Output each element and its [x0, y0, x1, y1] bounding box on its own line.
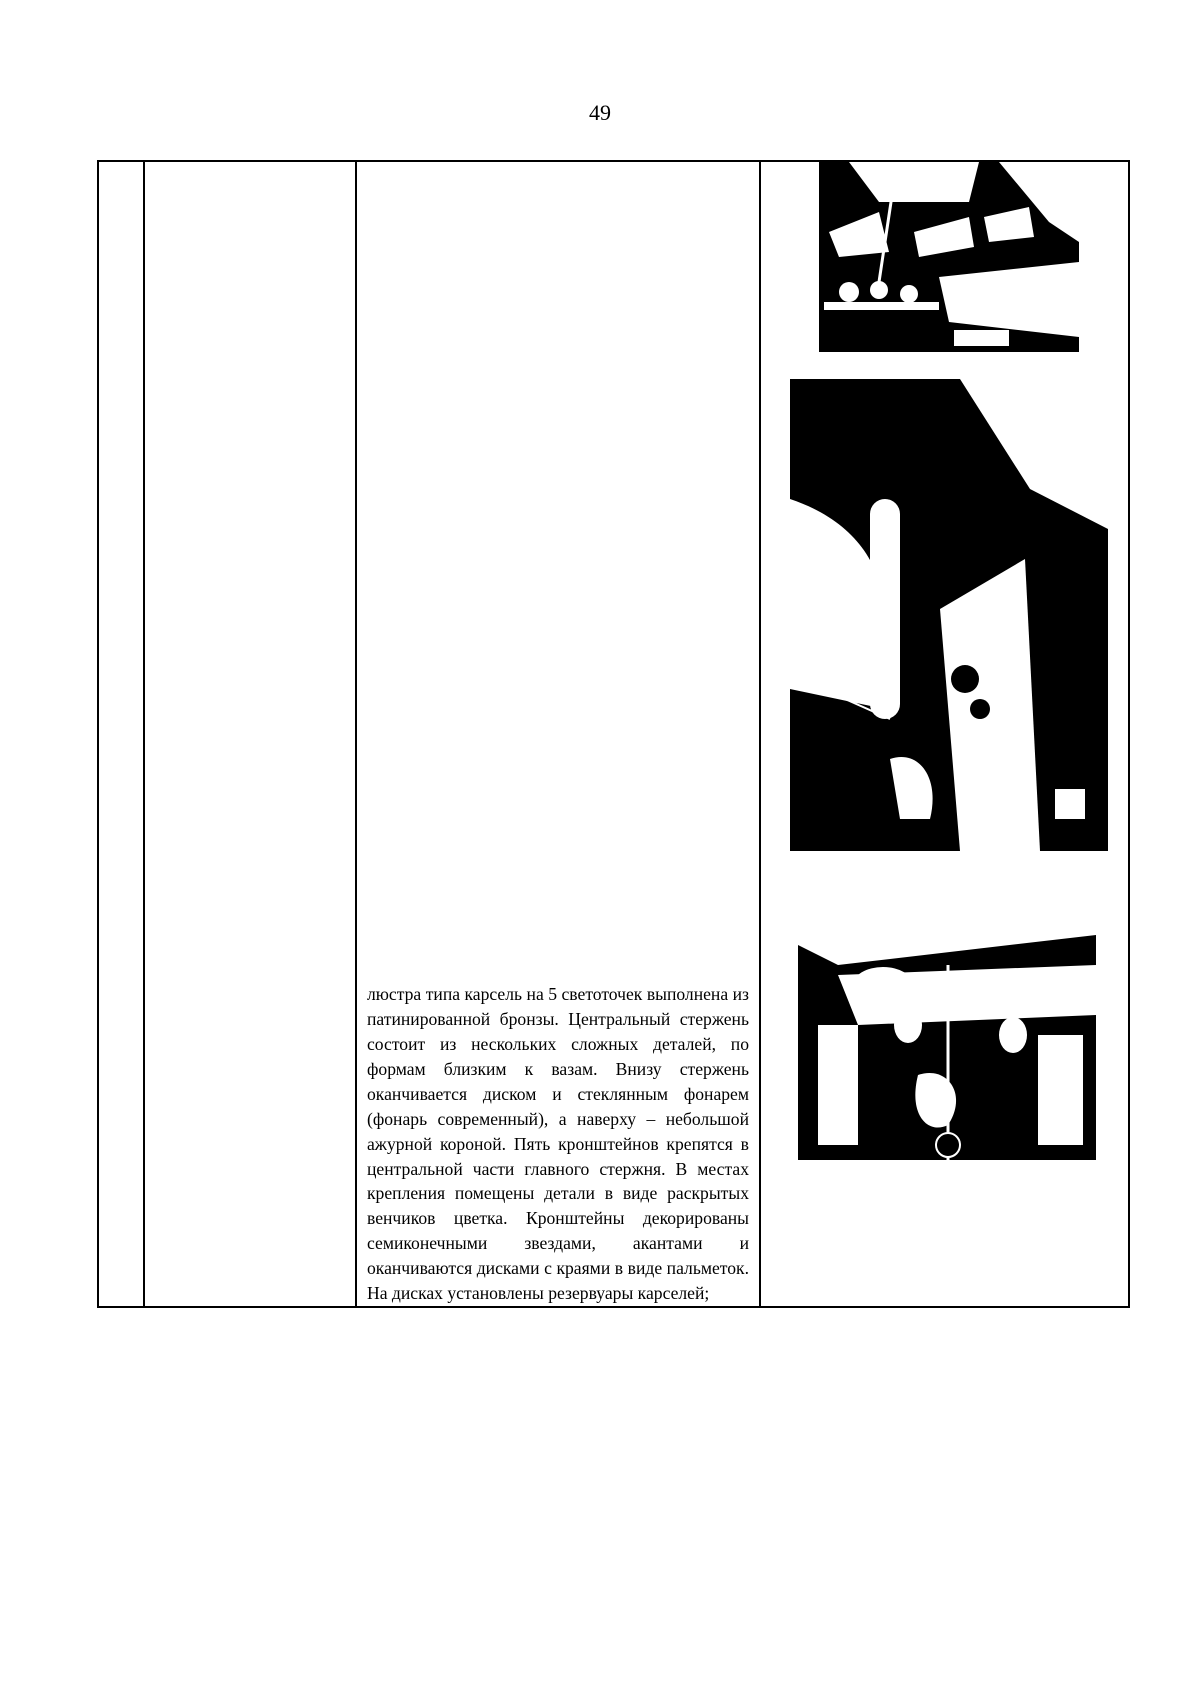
table-cell-number [98, 161, 144, 1307]
carcel-chandelier-photo [798, 875, 1096, 1190]
table-cell-description [356, 161, 760, 1307]
page-number: 49 [589, 100, 611, 125]
table-cell-photos [760, 161, 1129, 1307]
ceiling-chandelier-photo [819, 162, 1079, 352]
table-cell-name [144, 161, 356, 1307]
description-table [97, 160, 1130, 1308]
chandelier-description: люстра типа карсель на 5 светоточек выполнена из патинированной бронзы. Центральный стержень состоит из нескольких сложных деталей, по формам близким к вазам. Внизу стержень оканчивается диском и стеклянным фонарем (фонарь современный), а наверху – небольшой ажурной короной. Пять кронштейнов крепятся в центральной части главного стержня. В местах крепления помещены детали в виде раскрытых венчиков цветка. Кронштейны декорированы семиконечными звездами, акантами и оканчиваются дисками с краями в виде пальметок. На дисках установлены резервуары карселей; [367, 984, 749, 1304]
table-row [98, 161, 1129, 1307]
vaulted-ceiling-photo [790, 379, 1108, 851]
